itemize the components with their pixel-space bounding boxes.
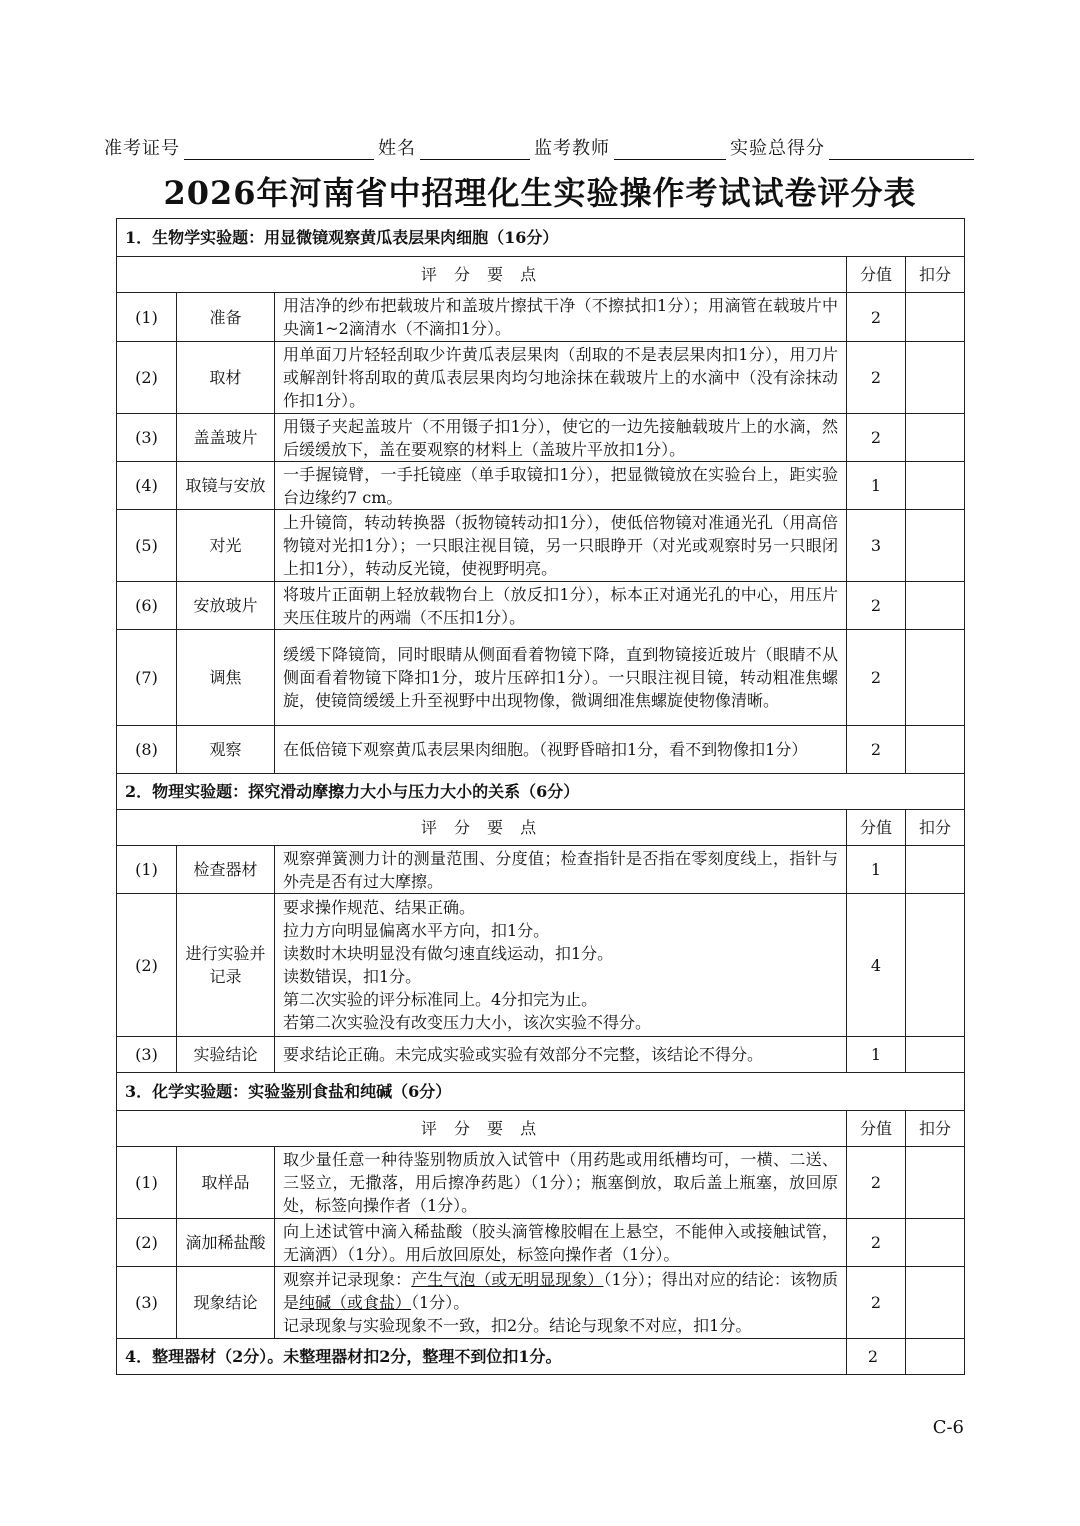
page-code: C-6 <box>932 1417 964 1438</box>
criteria-text: 观察并记录现象： <box>283 1270 412 1289</box>
item-score: 2 <box>847 1267 906 1339</box>
criteria-line: 第二次实验的评分标准同上。4分扣完为止。 <box>283 990 598 1009</box>
item-criteria: 要求结论正确。未完成实验或实验有效部分不完整，该结论不得分。 <box>275 1037 847 1073</box>
criteria-line: 记录现象与实验现象不一致，扣2分。结论与现象不对应，扣1分。 <box>283 1316 752 1335</box>
section4-row <box>117 1339 965 1375</box>
item-number: (2) <box>117 1219 177 1267</box>
item-number: (3) <box>117 414 177 462</box>
item-score: 4 <box>847 894 906 1037</box>
table-row <box>117 1219 965 1267</box>
item-number: (5) <box>117 510 177 582</box>
item-criteria: 用洁净的纱布把载玻片和盖玻片擦拭干净（不擦拭扣1分）；用滴管在载玻片中央滴1~2滴清水（不滴扣1分）。 <box>275 293 847 342</box>
scoring-table <box>116 218 965 1375</box>
deduct-header: 扣分 <box>906 810 965 846</box>
name-field[interactable] <box>420 139 530 160</box>
item-criteria: 向上述试管中滴入稀盐酸（胶头滴管橡胶帽在上悬空，不能伸入或接触试管，无滴洒）（1分）。用后放回原处，标签向操作者（1分）。 <box>275 1219 847 1267</box>
item-number: (6) <box>117 582 177 630</box>
candidate-header <box>104 134 978 160</box>
item-score: 2 <box>847 726 906 774</box>
deduct-cell[interactable] <box>906 1147 965 1219</box>
deduct-cell[interactable] <box>906 510 965 582</box>
exam-id-field[interactable] <box>184 139 374 160</box>
item-number: (7) <box>117 630 177 726</box>
table-row <box>117 846 965 894</box>
item-label: 取镜与安放 <box>177 462 275 510</box>
deduct-cell[interactable] <box>906 293 965 342</box>
item-score: 2 <box>847 1339 906 1375</box>
criteria-line <box>283 1268 838 1314</box>
item-criteria: 上升镜筒，转动转换器（扳物镜转动扣1分），使低倍物镜对准通光孔（用高倍物镜对光扣1分）；一只眼注视目镜，另一只眼睁开（对光或观察时另一只眼闭上扣1分），转动反光镜，使视野明亮。 <box>275 510 847 582</box>
section3-title: 3．化学实验题：实验鉴别食盐和纯碱（6分） <box>117 1073 965 1111</box>
item-criteria: 用单面刀片轻轻刮取少许黄瓜表层果肉（刮取的不是表层果肉扣1分），用刀片或解剖针将刮取的黄瓜表层果肉均匀地涂抹在载玻片上的水滴中（没有涂抹动作扣1分）。 <box>275 342 847 414</box>
item-number: (2) <box>117 342 177 414</box>
item-criteria: 取少量任意一种待鉴别物质放入试管中（用药匙或用纸槽均可，一横、二送、三竖立，无撒落，用后擦净药匙）（1分）；瓶塞倒放，取后盖上瓶塞，放回原处，标签向操作者（1分）。 <box>275 1147 847 1219</box>
deduct-cell[interactable] <box>906 630 965 726</box>
item-number: (2) <box>117 894 177 1037</box>
deduct-cell[interactable] <box>906 1339 965 1375</box>
score-header: 分值 <box>847 257 906 293</box>
table-row <box>117 894 965 1037</box>
criteria-header: 评 分 要 点 <box>117 810 847 846</box>
section2-title-row <box>117 774 965 810</box>
table-row <box>117 1267 965 1339</box>
item-criteria: 将玻片正面朝上轻放载物台上（放反扣1分），标本正对通光孔的中心，用压片夹压住玻片的两端（不压扣1分）。 <box>275 582 847 630</box>
item-label: 实验结论 <box>177 1037 275 1073</box>
criteria-header: 评 分 要 点 <box>117 257 847 293</box>
item-label: 进行实验并记录 <box>177 894 275 1037</box>
underlined-phenomenon: 产生气泡（或无明显现象） <box>411 1270 604 1289</box>
section2-title: 2．物理实验题：探究滑动摩擦力大小与压力大小的关系（6分） <box>117 774 965 810</box>
deduct-cell[interactable] <box>906 414 965 462</box>
item-number: (8) <box>117 726 177 774</box>
exam-id-label: 准考证号 <box>104 138 180 159</box>
deduct-cell[interactable] <box>906 462 965 510</box>
criteria-line: 要求操作规范、结果正确。 <box>283 898 476 917</box>
criteria-text: （1分）；得出对应的结论：该物质是 <box>283 1270 838 1312</box>
item-label: 取样品 <box>177 1147 275 1219</box>
item-criteria <box>275 1267 847 1339</box>
total-score-label: 实验总得分 <box>730 138 825 159</box>
section1-title: 1．生物学实验题：用显微镜观察黄瓜表层果肉细胞（16分） <box>117 219 965 257</box>
item-label: 调焦 <box>177 630 275 726</box>
score-header: 分值 <box>847 1111 906 1147</box>
deduct-cell[interactable] <box>906 846 965 894</box>
underlined-conclusion: 纯碱（或食盐） <box>299 1293 412 1312</box>
page-title: 2026年河南省中招理化生实验操作考试试卷评分表 <box>163 174 917 212</box>
table-row <box>117 1147 965 1219</box>
deduct-cell[interactable] <box>906 1219 965 1267</box>
criteria-line: 若第二次实验没有改变压力大小，该次实验不得分。 <box>283 1013 652 1032</box>
table-row <box>117 630 965 726</box>
item-score: 1 <box>847 1037 906 1073</box>
deduct-cell[interactable] <box>906 342 965 414</box>
item-label: 检查器材 <box>177 846 275 894</box>
section4-title: 4．整理器材（2分）。未整理器材扣2分，整理不到位扣1分。 <box>117 1339 847 1375</box>
criteria-line: 拉力方向明显偏离水平方向，扣1分。 <box>283 921 550 940</box>
section1-header-row <box>117 257 965 293</box>
item-label: 取材 <box>177 342 275 414</box>
section2-header-row <box>117 810 965 846</box>
proctor-label: 监考教师 <box>534 138 610 159</box>
criteria-text: （1分）。 <box>411 1293 470 1312</box>
item-label: 安放玻片 <box>177 582 275 630</box>
item-score: 1 <box>847 846 906 894</box>
criteria-line: 读数错误，扣1分。 <box>283 967 422 986</box>
item-label: 现象结论 <box>177 1267 275 1339</box>
item-criteria: 在低倍镜下观察黄瓜表层果肉细胞。（视野昏暗扣1分，看不到物像扣1分） <box>275 726 847 774</box>
item-criteria: 一手握镜臂，一手托镜座（单手取镜扣1分），把显微镜放在实验台上，距实验台边缘约7 cm。 <box>275 462 847 510</box>
total-score-field[interactable] <box>829 139 974 160</box>
item-criteria <box>275 894 847 1037</box>
item-number: (3) <box>117 1037 177 1073</box>
item-criteria: 用镊子夹起盖玻片（不用镊子扣1分），使它的一边先接触载玻片上的水滴，然后缓缓放下，盖在要观察的材料上（盖玻片平放扣1分）。 <box>275 414 847 462</box>
table-row <box>117 510 965 582</box>
item-label: 滴加稀盐酸 <box>177 1219 275 1267</box>
item-score: 2 <box>847 414 906 462</box>
table-row <box>117 462 965 510</box>
deduct-cell[interactable] <box>906 1267 965 1339</box>
name-label: 姓名 <box>378 138 416 159</box>
deduct-header: 扣分 <box>906 257 965 293</box>
score-header: 分值 <box>847 810 906 846</box>
item-score: 3 <box>847 510 906 582</box>
proctor-field[interactable] <box>614 139 726 160</box>
table-row <box>117 342 965 414</box>
item-score: 1 <box>847 462 906 510</box>
deduct-header: 扣分 <box>906 1111 965 1147</box>
item-number: (3) <box>117 1267 177 1339</box>
criteria-header: 评 分 要 点 <box>117 1111 847 1147</box>
section3-title-row <box>117 1073 965 1111</box>
item-score: 2 <box>847 1219 906 1267</box>
item-score: 2 <box>847 342 906 414</box>
table-row <box>117 1037 965 1073</box>
deduct-cell[interactable] <box>906 726 965 774</box>
table-row <box>117 726 965 774</box>
item-score: 2 <box>847 582 906 630</box>
item-score: 2 <box>847 630 906 726</box>
table-row <box>117 582 965 630</box>
criteria-line: 读数时木块明显没有做匀速直线运动，扣1分。 <box>283 944 614 963</box>
item-label: 对光 <box>177 510 275 582</box>
item-criteria: 缓缓下降镜筒，同时眼睛从侧面看着物镜下降，直到物镜接近玻片（眼睛不从侧面看着物镜下降扣1分，玻片压碎扣1分）。一只眼注视目镜，转动粗准焦螺旋，使镜筒缓缓上升至视野中出现物像，微调细准焦螺旋使物像清晰。 <box>275 630 847 726</box>
table-row <box>117 414 965 462</box>
deduct-cell[interactable] <box>906 582 965 630</box>
item-criteria: 观察弹簧测力计的测量范围、分度值；检查指针是否指在零刻度线上，指针与外壳是否有过大摩擦。 <box>275 846 847 894</box>
item-label: 观察 <box>177 726 275 774</box>
item-number: (1) <box>117 1147 177 1219</box>
item-label: 盖盖玻片 <box>177 414 275 462</box>
item-score: 2 <box>847 1147 906 1219</box>
item-number: (4) <box>117 462 177 510</box>
section1-title-row <box>117 219 965 257</box>
item-number: (1) <box>117 293 177 342</box>
deduct-cell[interactable] <box>906 894 965 1037</box>
section3-header-row <box>117 1111 965 1147</box>
item-number: (1) <box>117 846 177 894</box>
table-row <box>117 293 965 342</box>
item-label: 准备 <box>177 293 275 342</box>
item-score: 2 <box>847 293 906 342</box>
deduct-cell[interactable] <box>906 1037 965 1073</box>
